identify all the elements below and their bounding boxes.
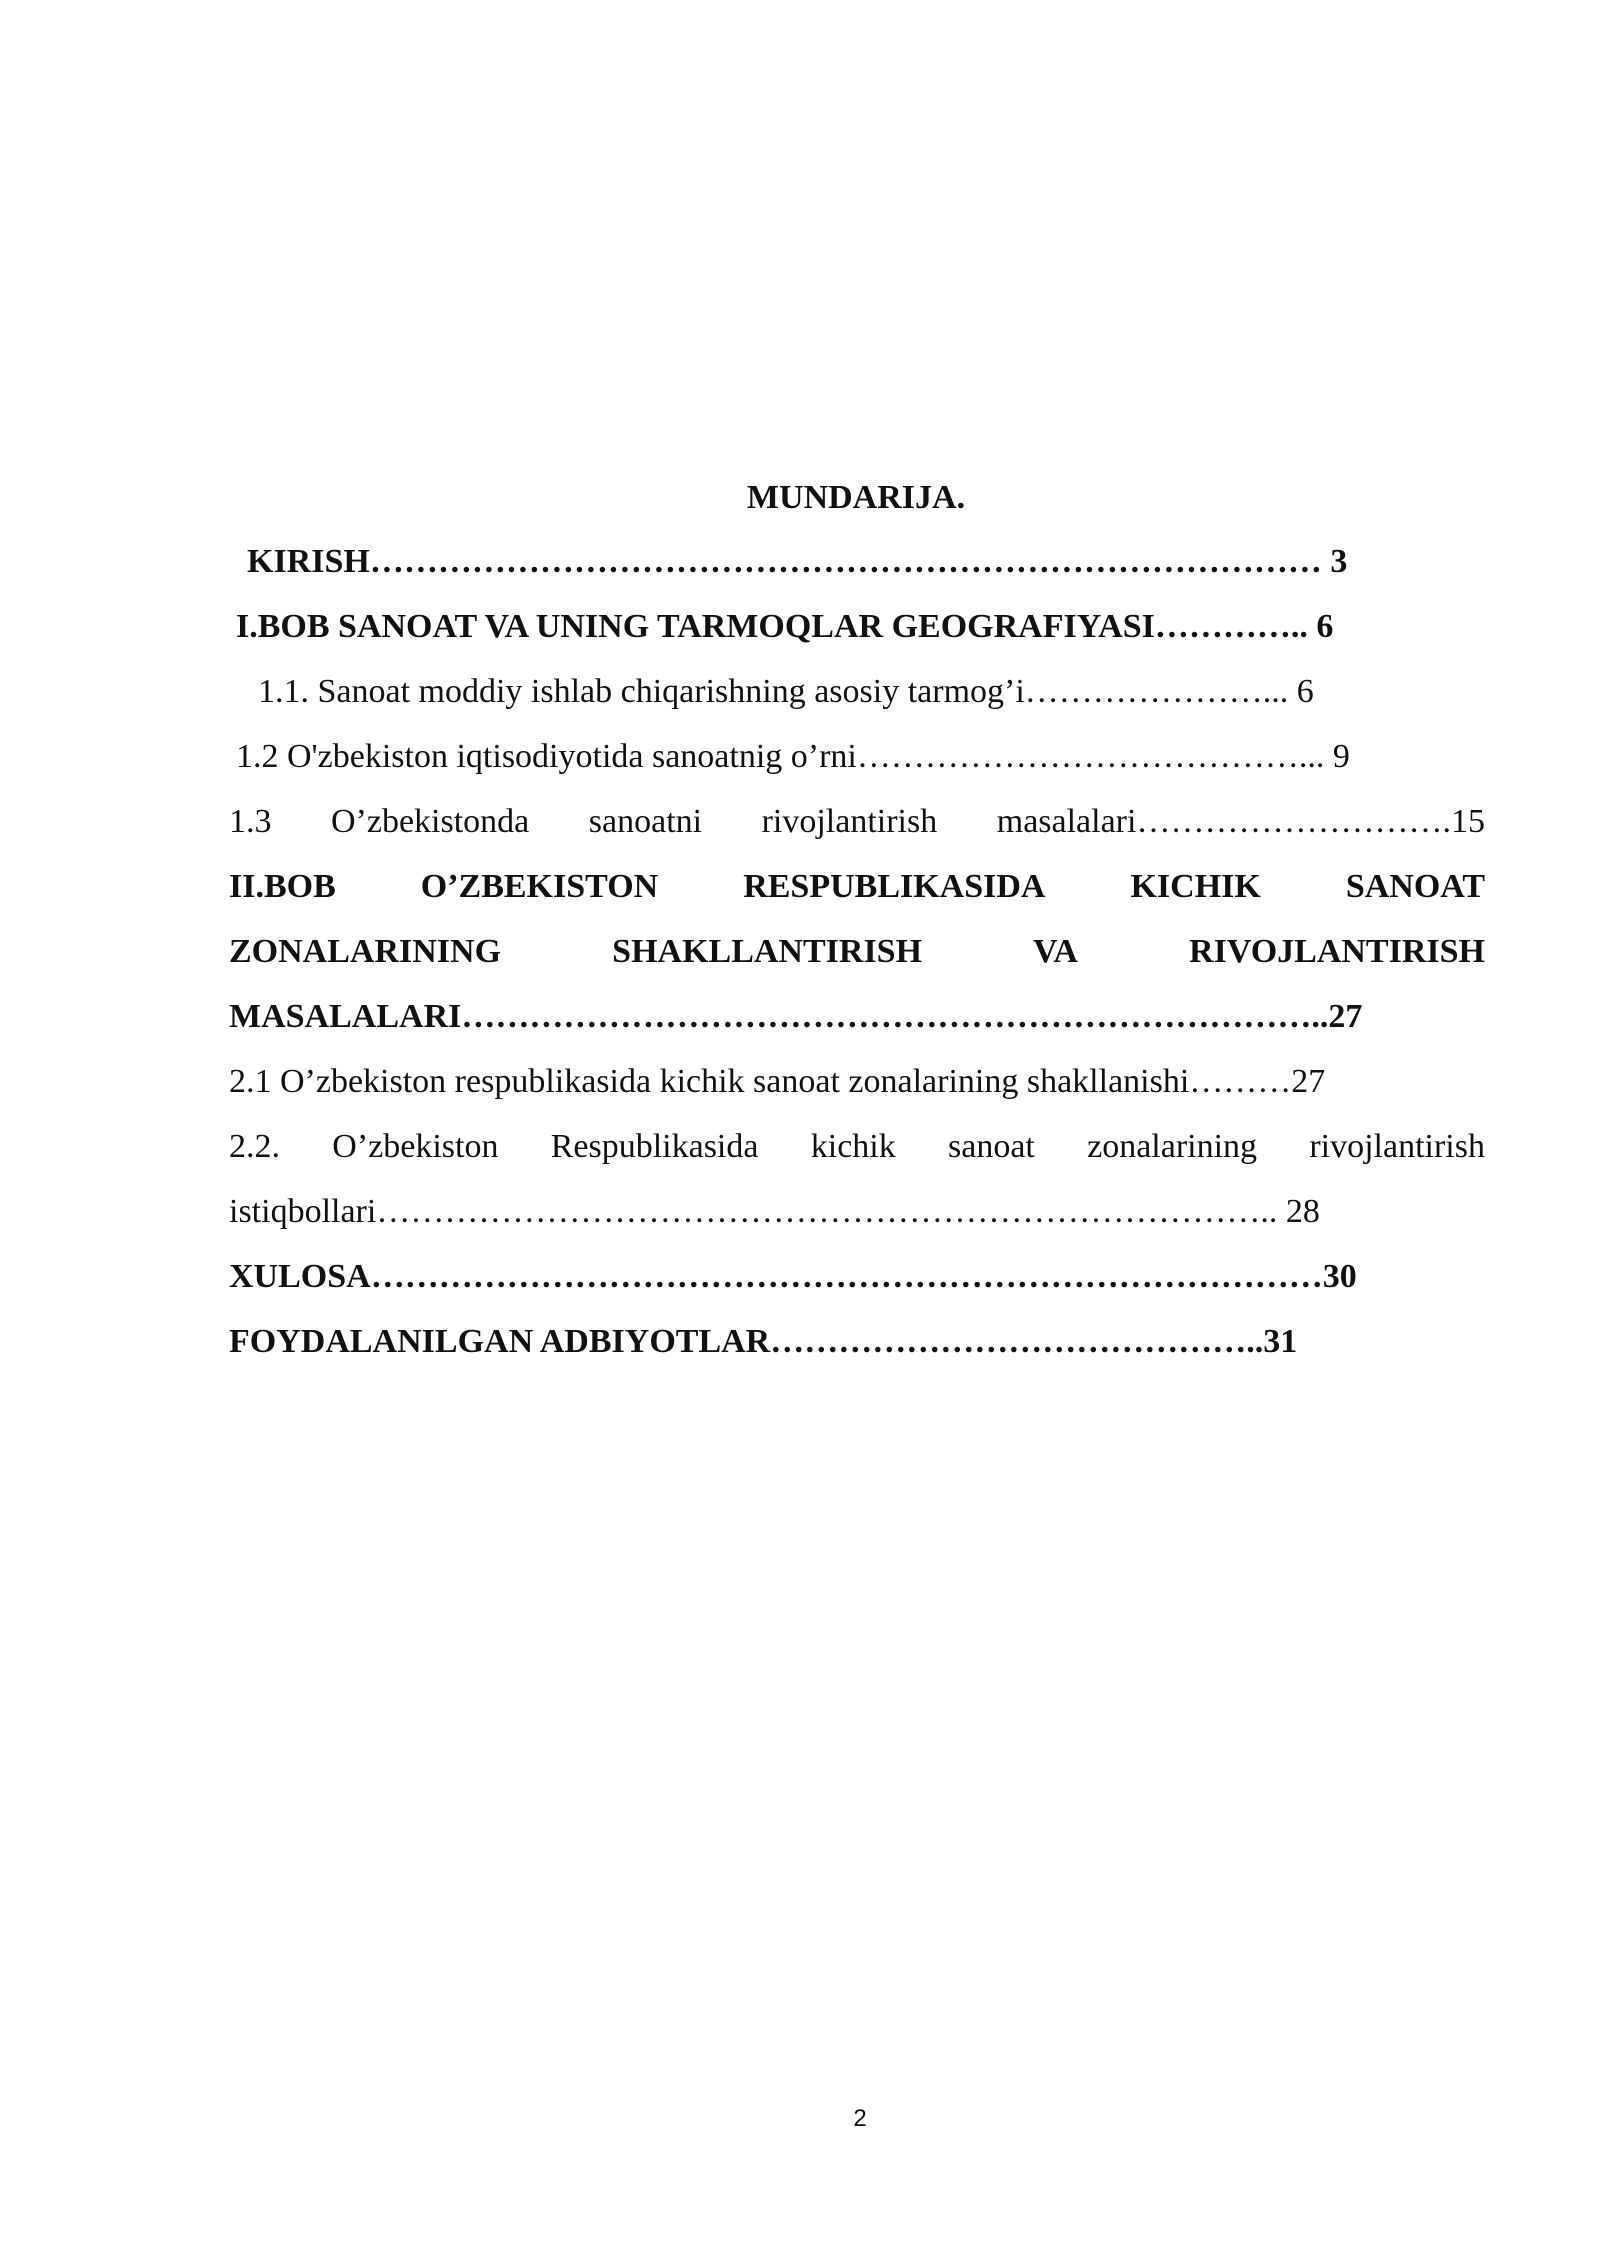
toc-word: sanoatni	[588, 803, 703, 840]
toc-word: RESPUBLIKASIDA	[743, 868, 1046, 905]
toc-entry-bob1: I.BOB SANOAT VA UNING TARMOQLAR GEOGRAFIYASI………….. 6	[236, 608, 1334, 645]
toc-entry-1-2: 1.2 O'zbekiston iqtisodiyotida sanoatnig o’rni…………………………………... 9	[236, 738, 1350, 775]
toc-word: VA	[1033, 933, 1078, 970]
toc-word: O’zbekistonda	[331, 803, 530, 840]
toc-entry-kirish: KIRISH………………………………………………………………………… 3	[247, 543, 1348, 580]
toc-word: O’ZBEKISTON	[420, 868, 659, 905]
toc-word: Respublikasida	[550, 1128, 759, 1165]
toc-entry-2-2-line2: istiqbollari…………………………………………………………………….. 28	[229, 1193, 1320, 1230]
toc-word: 1.3	[229, 803, 272, 840]
toc-word: rivojlantirish	[761, 803, 938, 840]
toc-entry-2-1: 2.1 O’zbekiston respublikasida kichik sanoat zonalarining shakllanishi………27	[229, 1063, 1326, 1100]
toc-entry-xulosa: XULOSA…………………………………………………………………………30	[229, 1258, 1357, 1295]
toc-word: 2.2.	[229, 1128, 280, 1165]
toc-entry-adabiyot: FOYDALANILGAN ADBIYOTLAR……………………………………..31	[229, 1323, 1298, 1360]
toc-entry-1-1: 1.1. Sanoat moddiy ishlab chiqarishning asosiy tarmog’i…………………... 6	[258, 673, 1314, 710]
toc-word: O’zbekiston	[332, 1128, 499, 1165]
toc-entry-2-2-line1	[229, 1125, 1485, 1169]
toc-word: SHAKLLANTIRISH	[612, 933, 923, 970]
toc-word: masalalari……………………….15	[996, 803, 1485, 840]
toc-word: KICHIK	[1130, 868, 1261, 905]
toc-entry-1-3	[229, 800, 1485, 844]
toc-word: ZONALARINING	[229, 933, 502, 970]
toc-word: sanoat	[948, 1128, 1035, 1165]
toc-word: rivojlantirish	[1309, 1128, 1485, 1165]
page-number: 2	[853, 2105, 867, 2132]
toc-entry-bob2-line3: MASALALARI…………………………………………………………………..27	[229, 998, 1363, 1035]
toc-entry-bob2-line1	[229, 865, 1485, 909]
toc-word: kichik	[810, 1128, 896, 1165]
toc-word: II.BOB	[229, 868, 336, 905]
toc-word: RIVOJLANTIRISH	[1189, 933, 1485, 970]
toc-word: zonalarining	[1087, 1128, 1258, 1165]
toc-entry-bob2-line2	[229, 930, 1485, 974]
toc-title: MUNDARIJA.	[746, 479, 966, 516]
toc-word: SANOAT	[1345, 868, 1485, 905]
